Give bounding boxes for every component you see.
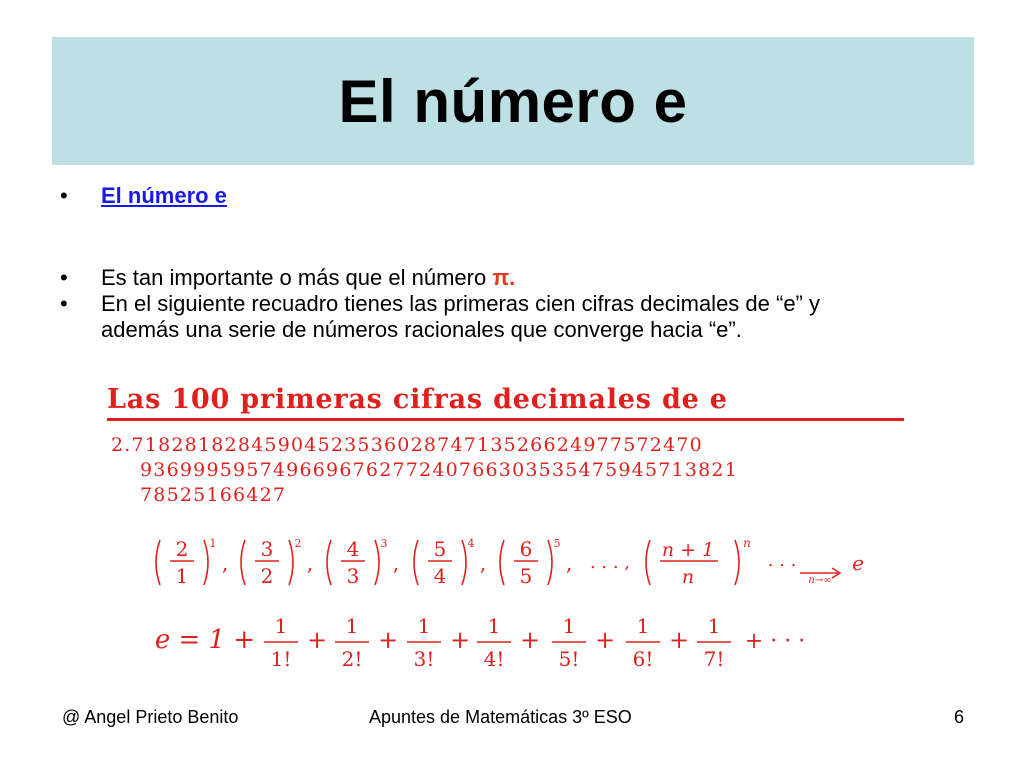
description-line-2: además una serie de números racionales que converge hacia “e”. — [101, 317, 742, 342]
series-denominator: 1! — [270, 647, 292, 671]
sequence-paren-left — [646, 540, 650, 585]
series-denominator: 5! — [558, 647, 580, 671]
sequence-paren-right — [462, 540, 466, 585]
footer-author: @ Angel Prieto Benito — [62, 707, 239, 727]
series-numerator: 1 — [707, 614, 721, 638]
sequence-exponent: 3 — [380, 537, 388, 550]
sequence-denominator: 2 — [260, 564, 274, 588]
figure-title: Las 100 primeras cifras decimales de e — [107, 384, 728, 415]
sequence-limit-dots: . . . — [767, 550, 797, 571]
sequence-paren-right — [375, 540, 379, 585]
sequence-paren-left — [500, 540, 504, 585]
bullet-dot-icon: • — [60, 265, 68, 290]
description-line-1: En el siguiente recuadro tienes las primeras cien cifras decimales de “e” y — [101, 291, 820, 316]
sequence-denominator: 3 — [346, 564, 360, 588]
sequence-general-numerator: n + 1 — [661, 539, 715, 561]
sequence-paren-right — [289, 540, 293, 585]
digits-line-1: 2.7182818284590452353602874713526624977572470 — [111, 434, 703, 456]
slide-title: El número e — [338, 67, 688, 135]
importance-text: Es tan importante o más que el número — [101, 265, 493, 290]
digits-line-3: 78525166427 — [140, 484, 287, 506]
series-plus: + — [594, 626, 616, 654]
sequence-paren-right — [204, 540, 208, 585]
series-plus: + — [449, 626, 471, 654]
sequence-paren-left — [156, 540, 160, 585]
sequence-comma: , — [565, 551, 573, 575]
sequence-general-exponent: n — [743, 536, 751, 550]
sequence-denominator: 5 — [519, 564, 533, 588]
sequence-exponent: 5 — [553, 537, 561, 550]
sequence-exponent: 2 — [294, 537, 302, 550]
series-numerator: 1 — [562, 614, 576, 638]
sequence-paren-left — [241, 540, 245, 585]
pi-symbol: π. — [492, 265, 516, 290]
sequence-paren-left — [327, 540, 331, 585]
sequence-numerator: 3 — [260, 537, 274, 561]
series-lhs: e = 1 + — [154, 625, 256, 655]
sequence-paren-right — [548, 540, 552, 585]
series-numerator: 1 — [417, 614, 431, 638]
series-numerator: 1 — [274, 614, 288, 638]
footer-course: Apuntes de Matemáticas 3º ESO — [369, 707, 632, 727]
series-numerator: 1 — [636, 614, 650, 638]
sequence-limit-target: e — [852, 551, 864, 575]
digits-line-2: 9369995957496696762772407663035354759457138​21 — [140, 459, 738, 481]
sequence-numerator: 4 — [346, 537, 360, 561]
series-denominator: 6! — [632, 647, 654, 671]
topic-link[interactable]: El número e — [101, 183, 227, 208]
sequence-general-denominator: n — [681, 566, 695, 588]
sequence-denominator: 1 — [175, 564, 189, 588]
series-tail: + · · · — [744, 629, 806, 654]
bullet-dot-icon: • — [60, 183, 68, 208]
sequence-denominator: 4 — [433, 564, 447, 588]
series-plus: + — [668, 626, 690, 654]
sequence-exponent: 4 — [467, 537, 475, 550]
bullet-dot-icon: • — [60, 291, 68, 316]
sequence-comma: , — [306, 551, 314, 575]
sequence-limit-subscript: n→∞ — [808, 575, 832, 586]
series-plus: + — [377, 626, 399, 654]
series-denominator: 7! — [703, 647, 725, 671]
series-denominator: 4! — [483, 647, 505, 671]
sequence-comma: , — [479, 551, 487, 575]
series-numerator: 1 — [345, 614, 359, 638]
sequence-numerator: 5 — [433, 537, 447, 561]
sequence-exponent: 1 — [209, 537, 217, 550]
footer-page-number: 6 — [954, 707, 965, 727]
series-plus: + — [306, 626, 328, 654]
series-denominator: 3! — [413, 647, 435, 671]
sequence-paren-right — [735, 540, 739, 585]
series-numerator: 1 — [487, 614, 501, 638]
sequence-comma: , — [392, 551, 400, 575]
sequence-comma: , — [221, 551, 229, 575]
sequence-numerator: 2 — [175, 537, 189, 561]
series-plus: + — [519, 626, 541, 654]
series-denominator: 2! — [341, 647, 363, 671]
sequence-numerator: 6 — [519, 537, 533, 561]
sequence-paren-left — [414, 540, 418, 585]
sequence-ellipsis: . . . , — [589, 552, 631, 573]
